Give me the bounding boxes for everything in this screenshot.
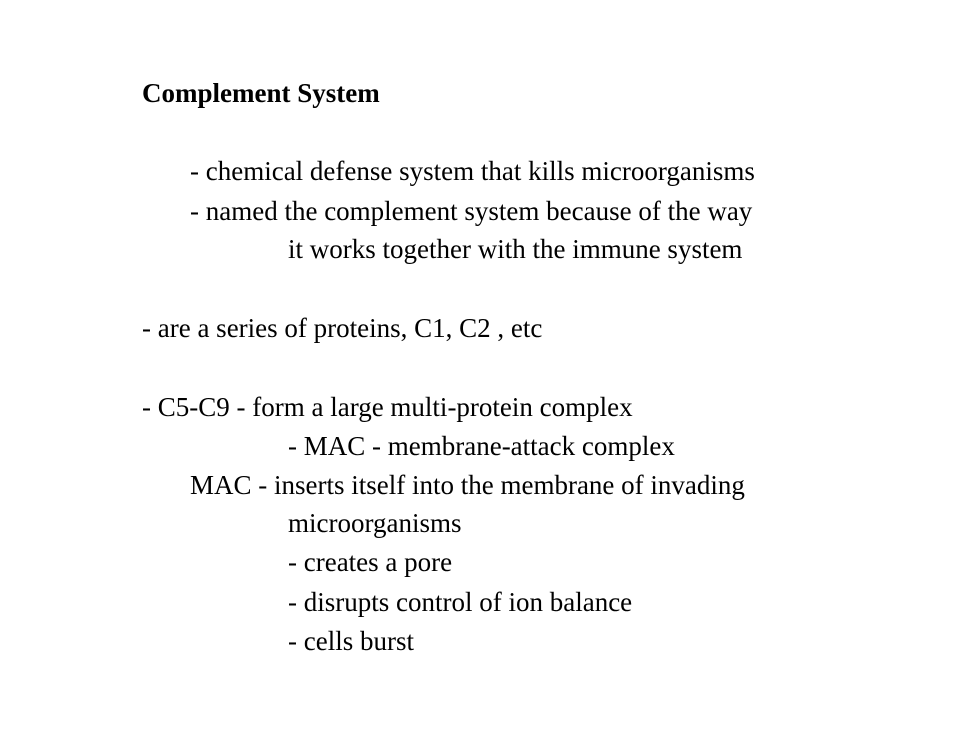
sub-bullet-disrupts-ion-balance: - disrupts control of ion balance — [288, 587, 633, 617]
bullet-named-complement: - named the complement system because of the way — [190, 196, 753, 226]
slide-title: Complement System — [142, 78, 380, 108]
bullet-c5-c9-complex: - C5-C9 - form a large multi-protein complex — [142, 392, 633, 422]
sub-bullet-creates-pore: - creates a pore — [288, 547, 453, 577]
bullet-named-complement-continued: it works together with the immune system — [288, 234, 743, 264]
mac-inserts-line: MAC - inserts itself into the membrane of invading — [190, 470, 745, 500]
sub-bullet-mac-definition: - MAC - membrane-attack complex — [288, 431, 675, 461]
bullet-series-of-proteins: - are a series of proteins, C1, C2 , etc — [142, 313, 543, 343]
mac-inserts-line-continued: microorganisms — [288, 508, 462, 538]
sub-bullet-cells-burst: - cells burst — [288, 626, 414, 656]
bullet-chemical-defense: - chemical defense system that kills microorganisms — [190, 156, 755, 186]
